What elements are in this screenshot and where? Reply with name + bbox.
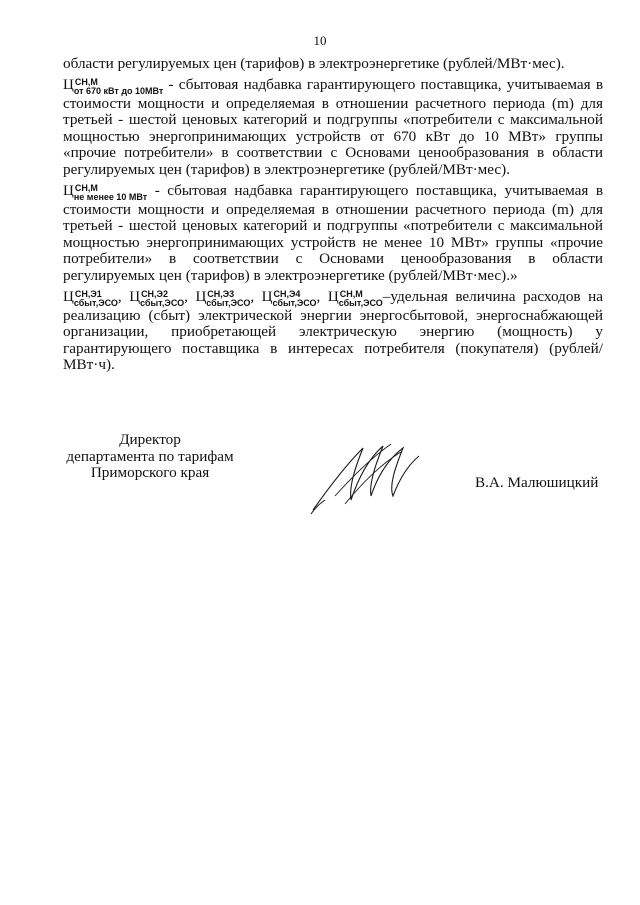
symbol-superscript: СН,Э3	[207, 288, 235, 299]
separator: ,	[184, 287, 196, 305]
paragraph-1-text: - сбытовая надбавка гарантирующего поставщика, учитываемая в стоимости мощности и определяемая в отношении расчетного периода (m) для третьей - шестой ценовых категорий и подгруппы «потребители с максимальной мощностью энергопринимающих устройств от 670 кВт до 10 МВт» группы «прочие потребители» в соответствии с Основами ценообразования в области регулируемых цен (тарифов) в электроэнергетике (рублей/МВт·мес).	[63, 75, 604, 178]
paragraph-1	[63, 77, 603, 179]
symbol-superscript: СН,Э2	[141, 288, 168, 299]
signatory-title-line-1: Директор	[119, 431, 181, 448]
signatory-title	[60, 432, 240, 482]
symbol-subscript: от 670 кВт до 10МВт	[73, 85, 164, 96]
symbol-letter: Ц	[129, 288, 141, 305]
symbol-letter: Ц	[63, 288, 74, 305]
paragraph-3	[63, 289, 603, 374]
handwritten-signature	[305, 438, 425, 518]
formula-symbol	[129, 288, 185, 308]
symbol-subscript: сбыт,ЭСО	[73, 297, 118, 308]
formula-symbol	[63, 288, 118, 308]
symbol-letter: Ц	[261, 288, 273, 305]
symbol-subscript: сбыт,ЭСО	[338, 297, 383, 308]
formula-symbol	[63, 182, 155, 202]
separator: ,	[117, 287, 130, 305]
signer-name: В.А. Малюшицкий	[475, 474, 599, 491]
separator: ,	[316, 287, 328, 305]
signatory-title-line-2: департамента по тарифам	[66, 447, 234, 465]
symbol-letter: Ц	[63, 182, 74, 199]
paragraph-3-text: –удельная величина расходов на реализацию (сбыт) электрической энергии энергосбытовой, энергоснабжающей организации, приобретающей электрическую энергию (мощность) у гарантирующего поставщика в интересах потребителя (покупателя) (рублей/МВт·ч).	[63, 287, 603, 374]
formula-symbol	[63, 76, 169, 96]
paragraph-2-text: - сбытовая надбавка гарантирующего поставщика, учитываемая в стоимости мощности и определяемая в отношении расчетного периода (m) для третьей - шестой ценовых категорий и подгруппы «потребители с максимальной мощностью энергопринимающих устройств не менее 10 МВт» группы «прочие потребители» в соответствии с Основами ценообразования в области регулируемых цен (тарифов) в электроэнергетике (рублей/МВт·мес).»	[63, 181, 603, 284]
symbol-subscript: сбыт,ЭСО	[206, 297, 251, 308]
symbol-superscript: СН,М	[74, 76, 98, 87]
symbol-letter: Ц	[195, 288, 207, 305]
symbol-superscript: СН,Э1	[74, 288, 102, 299]
signatory-title-line-3: Приморского края	[90, 464, 210, 482]
symbol-letter: Ц	[327, 288, 339, 305]
formula-symbol	[327, 288, 383, 308]
paragraph-0	[63, 56, 603, 73]
formula-symbol	[195, 288, 251, 308]
symbol-superscript: СН,Э4	[273, 288, 301, 299]
body-text	[63, 56, 603, 374]
paragraph-0-text: области регулируемых цен (тарифов) в электроэнергетике (рублей/МВт·мес).	[63, 55, 565, 72]
symbol-superscript: СН,М	[74, 182, 98, 193]
formula-symbol	[261, 288, 317, 308]
symbol-subscript: не менее 10 МВт	[73, 191, 148, 202]
paragraph-2	[63, 183, 603, 285]
symbol-subscript: сбыт,ЭСО	[140, 297, 185, 308]
symbol-superscript: СН,М	[339, 288, 363, 299]
symbol-letter: Ц	[63, 76, 74, 93]
page-number: 10	[313, 33, 327, 48]
symbol-subscript: сбыт,ЭСО	[272, 297, 317, 308]
separator: ,	[250, 287, 262, 305]
